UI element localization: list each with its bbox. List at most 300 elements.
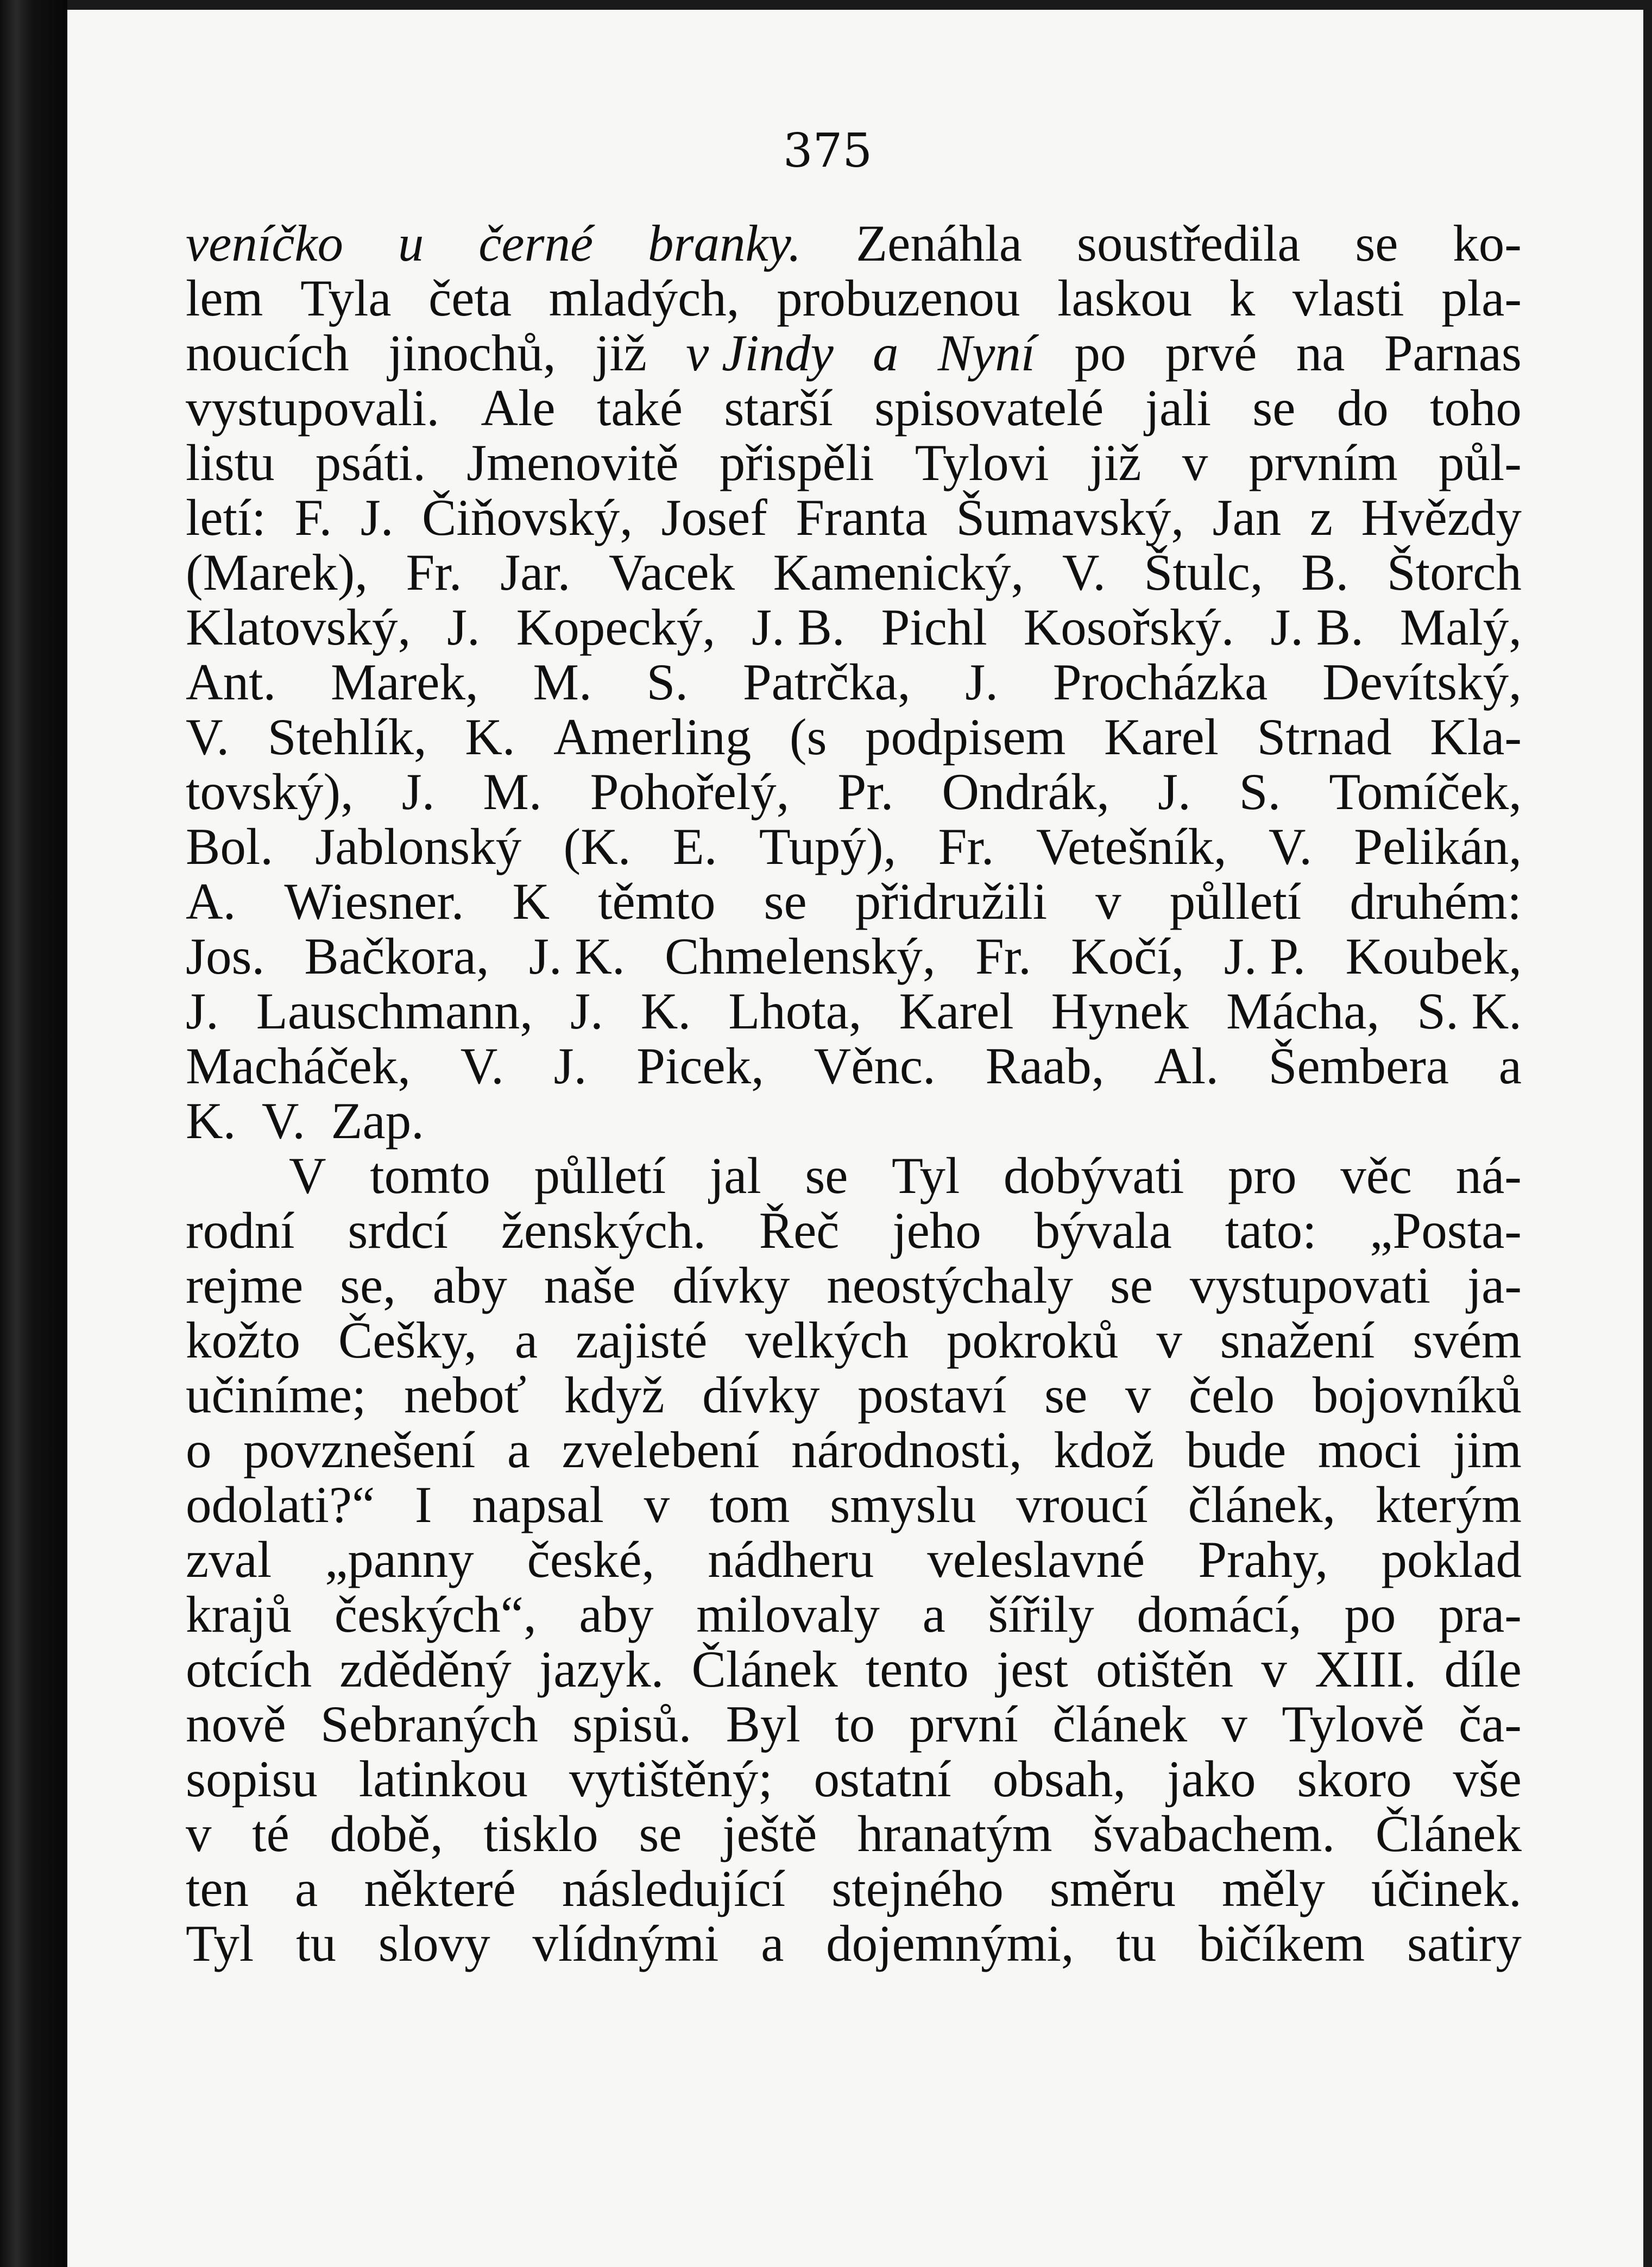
word: jest: [996, 1640, 1068, 1698]
word: J.: [401, 763, 435, 820]
text-line: [186, 1423, 1522, 1477]
word: spisovatelé: [874, 379, 1104, 437]
word: Mácha,: [1226, 982, 1380, 1040]
word: veleslavné: [927, 1531, 1145, 1588]
word: ná-: [1455, 1147, 1522, 1204]
word: v: [186, 1805, 212, 1862]
word: Tyla: [300, 269, 392, 327]
word: V.: [186, 708, 230, 766]
word: těmto: [598, 873, 716, 930]
word: Al.: [1154, 1037, 1219, 1095]
word: Zap.: [331, 1092, 424, 1150]
word: Pichl: [881, 598, 987, 656]
word: v: [1221, 1695, 1247, 1753]
word: Chmelenský,: [664, 927, 936, 985]
word: šířily: [988, 1586, 1094, 1643]
word: Štorch: [1386, 544, 1522, 601]
word: Štulc,: [1144, 544, 1263, 601]
word: a: [514, 1311, 538, 1369]
word: Článek: [691, 1640, 838, 1698]
word: bude: [1186, 1421, 1287, 1479]
word: Jmenovitě: [466, 434, 679, 491]
word: věc: [1340, 1147, 1413, 1204]
word: smyslu: [830, 1476, 976, 1533]
word: satiry: [1407, 1915, 1522, 1972]
word: ko-: [1453, 214, 1522, 272]
text-line: [186, 1861, 1522, 1916]
word: zajisté: [575, 1311, 708, 1369]
word: starší: [724, 379, 833, 437]
word: podpisem: [865, 708, 1066, 766]
word: národnosti,: [791, 1421, 1022, 1479]
text-line: [186, 1916, 1522, 1971]
word: Fr.: [975, 927, 1031, 985]
word: Byl: [726, 1695, 800, 1753]
word: kdož: [1054, 1421, 1155, 1479]
word: bývala: [1034, 1202, 1172, 1259]
word: tu: [1116, 1915, 1157, 1972]
word: branky.: [648, 214, 802, 272]
word: Jar.: [500, 544, 571, 601]
word: Kosořský.: [1023, 598, 1234, 656]
word: Češky,: [338, 1311, 477, 1369]
word: listu: [186, 434, 275, 491]
word-space: [305, 1094, 331, 1148]
word: četa: [428, 269, 512, 327]
word: toho: [1430, 379, 1522, 437]
word: Devítský,: [1322, 653, 1522, 711]
word: poklad: [1381, 1531, 1522, 1588]
word: pra-: [1438, 1586, 1522, 1643]
word: Článek: [1375, 1805, 1522, 1862]
word: jinochů,: [388, 324, 556, 382]
word: napsal: [472, 1476, 604, 1533]
word: J.: [1157, 763, 1191, 820]
word: tato:: [1225, 1202, 1317, 1259]
word: díle: [1444, 1640, 1522, 1698]
word: Kopecký,: [516, 598, 716, 656]
word: v: [1095, 873, 1121, 930]
word: F.: [294, 489, 332, 546]
word: veníčko: [186, 214, 344, 272]
word: Tomíček,: [1329, 763, 1522, 820]
word: z: [1309, 489, 1333, 546]
text-line: [186, 216, 1522, 271]
word: dojemnými,: [826, 1915, 1074, 1972]
word: svém: [1413, 1311, 1522, 1369]
word: (Marek),: [186, 544, 368, 601]
word: kožto: [186, 1311, 301, 1369]
word: postaví: [857, 1366, 1007, 1424]
word: J. P.: [1224, 927, 1306, 985]
word: Raab,: [985, 1037, 1105, 1095]
word: K.: [465, 708, 515, 766]
word: B.: [1301, 544, 1349, 601]
word: latinkou: [358, 1750, 528, 1808]
word: půlletí: [1169, 873, 1302, 930]
word: J. B.: [752, 598, 845, 656]
word: Franta: [796, 489, 928, 546]
word: „Posta-: [1370, 1202, 1522, 1259]
word: k: [1229, 269, 1256, 327]
word: I: [414, 1476, 432, 1533]
text-line: [186, 271, 1522, 326]
word: V: [289, 1147, 326, 1204]
word: Sebraných: [320, 1695, 538, 1753]
word: Koubek,: [1345, 927, 1522, 985]
word: se: [1044, 1366, 1088, 1424]
body-text: [186, 216, 1522, 1971]
word: Malý,: [1399, 598, 1522, 656]
word: „panny: [325, 1531, 474, 1588]
word: domácí,: [1137, 1586, 1302, 1643]
word: o: [186, 1421, 212, 1479]
word: čelo: [1188, 1366, 1275, 1424]
word: měly: [1221, 1860, 1325, 1917]
word: Prahy,: [1198, 1531, 1328, 1588]
word: účinek.: [1371, 1860, 1522, 1917]
scan-border-left: [0, 0, 67, 2267]
word: v Jindy: [686, 324, 834, 382]
word: Nyní: [937, 324, 1036, 382]
word: S.: [646, 653, 689, 711]
word: některé: [364, 1860, 516, 1917]
word: Bol.: [186, 818, 274, 875]
word: velkých: [745, 1311, 909, 1369]
word: vše: [1453, 1750, 1522, 1808]
word: tovský),: [186, 763, 354, 820]
word: se: [1252, 379, 1296, 437]
word: v: [1156, 1311, 1182, 1369]
word: a: [507, 1421, 531, 1479]
word: vlídnými: [532, 1915, 719, 1972]
word: Ondrák,: [942, 763, 1109, 820]
word: snažení: [1220, 1311, 1375, 1369]
word: ostatní: [814, 1750, 951, 1808]
word: nově: [186, 1695, 286, 1753]
word: K.: [640, 982, 691, 1040]
word: v: [1261, 1640, 1287, 1698]
word: a: [1498, 1037, 1522, 1095]
word: V.: [261, 1092, 305, 1150]
text-line: [186, 1094, 1522, 1148]
word: černé: [478, 214, 594, 272]
word: Vetešník,: [1036, 818, 1227, 875]
word: S. K.: [1417, 982, 1522, 1040]
text-line: [186, 381, 1522, 435]
word: se,: [340, 1256, 396, 1314]
word: tom: [709, 1476, 790, 1533]
text-line: [186, 1313, 1522, 1368]
word: vytištěný;: [569, 1750, 773, 1808]
word: rejme: [186, 1256, 304, 1314]
word: Zenáhla: [856, 214, 1023, 272]
word: J.: [360, 489, 394, 546]
word: Fr.: [406, 544, 462, 601]
text-line: [186, 1642, 1522, 1697]
word: Picek,: [636, 1037, 764, 1095]
text-line: [186, 1477, 1522, 1532]
word: (s: [789, 708, 827, 766]
word: v: [1125, 1366, 1151, 1424]
word: Tylově: [1282, 1695, 1424, 1753]
word: tu: [296, 1915, 336, 1972]
word: jako: [1167, 1750, 1256, 1808]
word: se: [1355, 214, 1398, 272]
text-line: [186, 1532, 1522, 1587]
word: aby: [432, 1256, 507, 1314]
word: Stehlík,: [267, 708, 427, 766]
word: bojovníků: [1312, 1366, 1522, 1424]
word: článek,: [1188, 1476, 1336, 1533]
word: neostýchaly: [827, 1256, 1074, 1314]
word: mladých,: [548, 269, 740, 327]
word: rodní: [186, 1202, 295, 1259]
word: se: [764, 873, 807, 930]
word: probuzenou: [777, 269, 1020, 327]
word: se: [805, 1147, 848, 1204]
text-line: [186, 600, 1522, 655]
word: Strnad: [1257, 708, 1392, 766]
word: soustředila: [1076, 214, 1301, 272]
word: tomto: [370, 1147, 490, 1204]
text-line: [186, 710, 1522, 765]
word: povznešení: [243, 1421, 476, 1479]
word: S.: [1239, 763, 1281, 820]
word: první: [909, 1695, 1018, 1753]
word: Kočí,: [1071, 927, 1184, 985]
word: Wiesner.: [284, 873, 464, 930]
word: jal: [709, 1147, 761, 1204]
word: Patrčka,: [742, 653, 911, 711]
word: sopisu: [186, 1750, 318, 1808]
word: J.: [553, 1037, 587, 1095]
text-line: [186, 490, 1522, 545]
word: Věnc.: [814, 1037, 936, 1095]
word: Amerling: [553, 708, 752, 766]
word: zděděný: [339, 1640, 512, 1698]
word: krajů: [186, 1586, 292, 1643]
word: Kamenický,: [773, 544, 1024, 601]
word: noucích: [186, 324, 349, 382]
word: půlletí: [534, 1147, 666, 1204]
word: letí:: [186, 489, 266, 546]
text-line: [186, 1752, 1522, 1807]
word: a: [922, 1586, 945, 1643]
word: odolati?“: [186, 1476, 375, 1533]
word: Pr.: [837, 763, 894, 820]
word: spisů.: [572, 1695, 692, 1753]
text-line: [186, 1807, 1522, 1861]
word: přispěli: [719, 434, 874, 491]
word: Parnas: [1384, 324, 1522, 382]
word: Čiňovský,: [422, 489, 633, 546]
word: vlasti: [1292, 269, 1404, 327]
book-page: [67, 10, 1643, 2267]
word: Vacek: [608, 544, 735, 601]
word: té: [252, 1805, 289, 1862]
text-line: [186, 1258, 1522, 1313]
word: aby: [579, 1586, 654, 1643]
word: K: [512, 873, 550, 930]
word: dívky: [672, 1256, 790, 1314]
text-line: [186, 1203, 1522, 1258]
word: XIII.: [1315, 1640, 1417, 1698]
word: Šumavský,: [956, 489, 1184, 546]
word: a: [295, 1860, 318, 1917]
word: J.: [447, 598, 480, 656]
word: neboť: [404, 1366, 527, 1424]
text-line: [186, 1587, 1522, 1642]
word: švabachem.: [1093, 1805, 1335, 1862]
text-line: [186, 874, 1522, 929]
word: V.: [460, 1037, 504, 1095]
word: a: [873, 324, 899, 382]
text-line: [186, 1148, 1522, 1203]
scan-border-top: [0, 0, 1652, 10]
word: také: [596, 379, 683, 437]
word: (K.: [563, 818, 631, 875]
word: již: [1089, 434, 1142, 491]
word: J. K.: [528, 927, 625, 985]
word: pro: [1227, 1147, 1297, 1204]
word: ještě: [722, 1805, 817, 1862]
word: vystupovati: [1189, 1256, 1431, 1314]
word: bičíkem: [1199, 1915, 1365, 1972]
word: Jablonský: [315, 818, 522, 875]
word-space: [236, 1094, 262, 1148]
word: ča-: [1458, 1695, 1522, 1753]
word: Klatovský,: [186, 598, 411, 656]
word: půl-: [1438, 434, 1522, 491]
word: jali: [1145, 379, 1211, 437]
word: jim: [1453, 1421, 1522, 1479]
word: Karel: [899, 982, 1014, 1040]
text-line: [186, 435, 1522, 490]
word: pokroků: [946, 1311, 1119, 1369]
text-line: [186, 1697, 1522, 1752]
word: obsah,: [992, 1750, 1126, 1808]
text-line: [186, 819, 1522, 874]
word: Tyl: [186, 1915, 254, 1972]
word: laskou: [1057, 269, 1193, 327]
word: přidružili: [855, 873, 1048, 930]
word: české,: [527, 1531, 655, 1588]
word: jeho: [892, 1202, 981, 1259]
text-line: [186, 929, 1522, 984]
text-line: [186, 765, 1522, 819]
word: Procházka: [1052, 653, 1268, 711]
word: milovaly: [696, 1586, 880, 1643]
word: v: [644, 1476, 670, 1533]
word: když: [564, 1366, 665, 1424]
word: Hynek: [1051, 982, 1189, 1040]
word: lem: [186, 269, 263, 327]
word: Josef: [661, 489, 767, 546]
word: Ant.: [186, 653, 276, 711]
word: Fr.: [938, 818, 994, 875]
word: J.: [186, 982, 219, 1040]
page-number: 375: [783, 124, 873, 178]
word: otištěn: [1095, 1640, 1234, 1698]
text-line: [186, 326, 1522, 381]
word: nádheru: [708, 1531, 874, 1588]
text-line: [186, 655, 1522, 710]
word: jazyk.: [539, 1640, 664, 1698]
word: druhém:: [1350, 873, 1522, 930]
word: Bačkora,: [304, 927, 489, 985]
word: směru: [1049, 1860, 1176, 1917]
word: psáti.: [315, 434, 426, 491]
word: Kla-: [1430, 708, 1522, 766]
word: kterým: [1375, 1476, 1522, 1533]
word: J. B.: [1270, 598, 1364, 656]
word: Tyl: [892, 1147, 960, 1204]
word: V.: [1062, 544, 1106, 601]
word: hranatým: [857, 1805, 1052, 1862]
word: vroucí: [1016, 1476, 1148, 1533]
word: naše: [544, 1256, 636, 1314]
word: učiníme;: [186, 1366, 367, 1424]
word: slovy: [378, 1915, 490, 1972]
word: Šembera: [1268, 1037, 1449, 1095]
text-line: [186, 1368, 1522, 1423]
word: dívky: [702, 1366, 820, 1424]
word: Lauschmann,: [256, 982, 533, 1040]
word: tento: [865, 1640, 969, 1698]
word: Tylovi: [915, 434, 1049, 491]
word: zvelebení: [562, 1421, 760, 1479]
word: vystupovali.: [186, 379, 440, 437]
word: otcích: [186, 1640, 312, 1698]
word: M.: [483, 763, 542, 820]
text-line: [186, 1039, 1522, 1094]
word: Karel: [1104, 708, 1219, 766]
word: se: [639, 1805, 682, 1862]
word: tisklo: [483, 1805, 598, 1862]
word: Hvězdy: [1361, 489, 1522, 546]
word: pla-: [1441, 269, 1522, 327]
word: M.: [533, 653, 592, 711]
word: následující: [562, 1860, 786, 1917]
word: srdcí: [348, 1202, 448, 1259]
word: se: [1109, 1256, 1153, 1314]
word: J.: [965, 653, 998, 711]
text-line: [186, 984, 1522, 1039]
word: Lhota,: [728, 982, 862, 1040]
word: Pelikán,: [1354, 818, 1522, 875]
word: stejného: [831, 1860, 1004, 1917]
word: J.: [570, 982, 603, 1040]
word: českých“,: [334, 1586, 537, 1643]
word: do: [1336, 379, 1389, 437]
word: A.: [186, 873, 236, 930]
word: V.: [1268, 818, 1313, 875]
word: ženských.: [501, 1202, 706, 1259]
word: u: [398, 214, 424, 272]
scan-border-right: [1643, 0, 1652, 2267]
word: prvé: [1165, 324, 1257, 382]
word: K.: [186, 1092, 236, 1150]
word: Macháček,: [186, 1037, 411, 1095]
word: článek: [1052, 1695, 1188, 1753]
word: to: [835, 1695, 875, 1753]
word: Ale: [481, 379, 556, 437]
word: v: [1182, 434, 1208, 491]
word: Jos.: [186, 927, 265, 985]
word: moci: [1317, 1421, 1421, 1479]
word: době,: [330, 1805, 443, 1862]
